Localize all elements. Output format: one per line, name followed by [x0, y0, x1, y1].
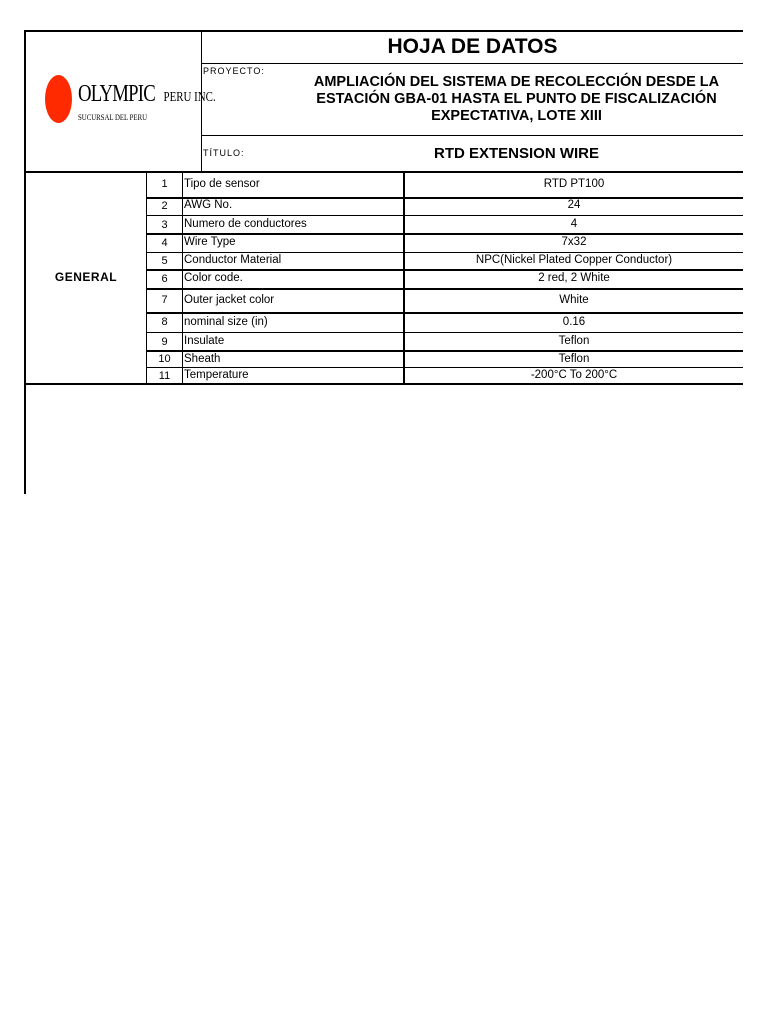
row-value: 24: [567, 199, 581, 211]
row-label: AWG No.: [184, 199, 233, 211]
row-number: 1: [161, 178, 168, 190]
logo-circle-icon: [45, 75, 72, 123]
border-left: [24, 30, 26, 494]
row-separator: [147, 233, 743, 235]
row-value: NPC(Nickel Plated Copper Conductor): [475, 254, 673, 266]
logo-subtitle: SUCURSAL DEL PERU: [78, 113, 148, 122]
logo-name: OLYMPIC: [78, 81, 155, 107]
row-number: 5: [161, 255, 168, 267]
row-label: nominal size (in): [184, 316, 268, 328]
section-label: GENERAL: [54, 270, 118, 284]
row-value: 7x32: [561, 236, 587, 248]
row-label: Wire Type: [184, 236, 236, 248]
row-value: 0.16: [562, 316, 586, 328]
row-separator: [147, 269, 743, 271]
proyecto-value: AMPLIACIÓN DEL SISTEMA DE RECOLECCIÓN DESDE LA ESTACIÓN GBA-01 HASTA EL PUNTO DE FISCALIZACIÓN EXPECTATIVA, LOTE XIII: [313, 74, 720, 124]
row-separator: [147, 367, 743, 368]
row-label: Outer jacket color: [184, 294, 275, 306]
row-label: Temperature: [184, 369, 249, 381]
row-value: Teflon: [558, 353, 590, 365]
row-number: 10: [158, 353, 171, 365]
row-value: 4: [570, 218, 578, 230]
row-label: Color code.: [184, 272, 243, 284]
col-divider-number: [182, 171, 183, 384]
row-label: Insulate: [184, 335, 225, 347]
row-number: 6: [161, 273, 168, 285]
titulo-label: TÍTULO:: [203, 148, 245, 158]
row-value: 2 red, 2 White: [538, 272, 610, 284]
row-separator: [147, 332, 743, 333]
logo-suffix: PERU INC.: [163, 90, 216, 105]
row-separator: [147, 252, 743, 253]
row-separator: [147, 312, 743, 314]
proyecto-label: PROYECTO:: [203, 66, 265, 76]
title-underline: [202, 63, 743, 64]
row-number: 9: [161, 336, 168, 348]
row-separator: [147, 215, 743, 216]
header-bottom: [25, 171, 743, 173]
row-number: 4: [161, 237, 168, 249]
row-label: Numero de conductores: [184, 218, 307, 230]
titulo-value: RTD EXTENSION WIRE: [433, 145, 599, 162]
row-label: Sheath: [184, 353, 221, 365]
row-value: White: [559, 294, 589, 306]
border-top: [25, 30, 743, 32]
row-separator: [147, 350, 743, 352]
row-value: RTD PT100: [543, 178, 605, 190]
logo-wordmark: [78, 82, 216, 106]
row-label: Tipo de sensor: [184, 178, 260, 190]
row-number: 7: [161, 294, 168, 306]
row-value: Teflon: [558, 335, 590, 347]
row-separator: [147, 288, 743, 290]
table-bottom: [25, 383, 743, 385]
row-number: 3: [161, 219, 168, 231]
document-title: HOJA DE DATOS: [387, 35, 558, 58]
row-value: -200°C To 200°C: [530, 369, 618, 381]
row-label: Conductor Material: [184, 254, 282, 266]
row-number: 8: [161, 316, 168, 328]
row-number: 11: [158, 370, 171, 382]
row-number: 2: [161, 200, 168, 212]
proyecto-underline: [202, 135, 743, 136]
